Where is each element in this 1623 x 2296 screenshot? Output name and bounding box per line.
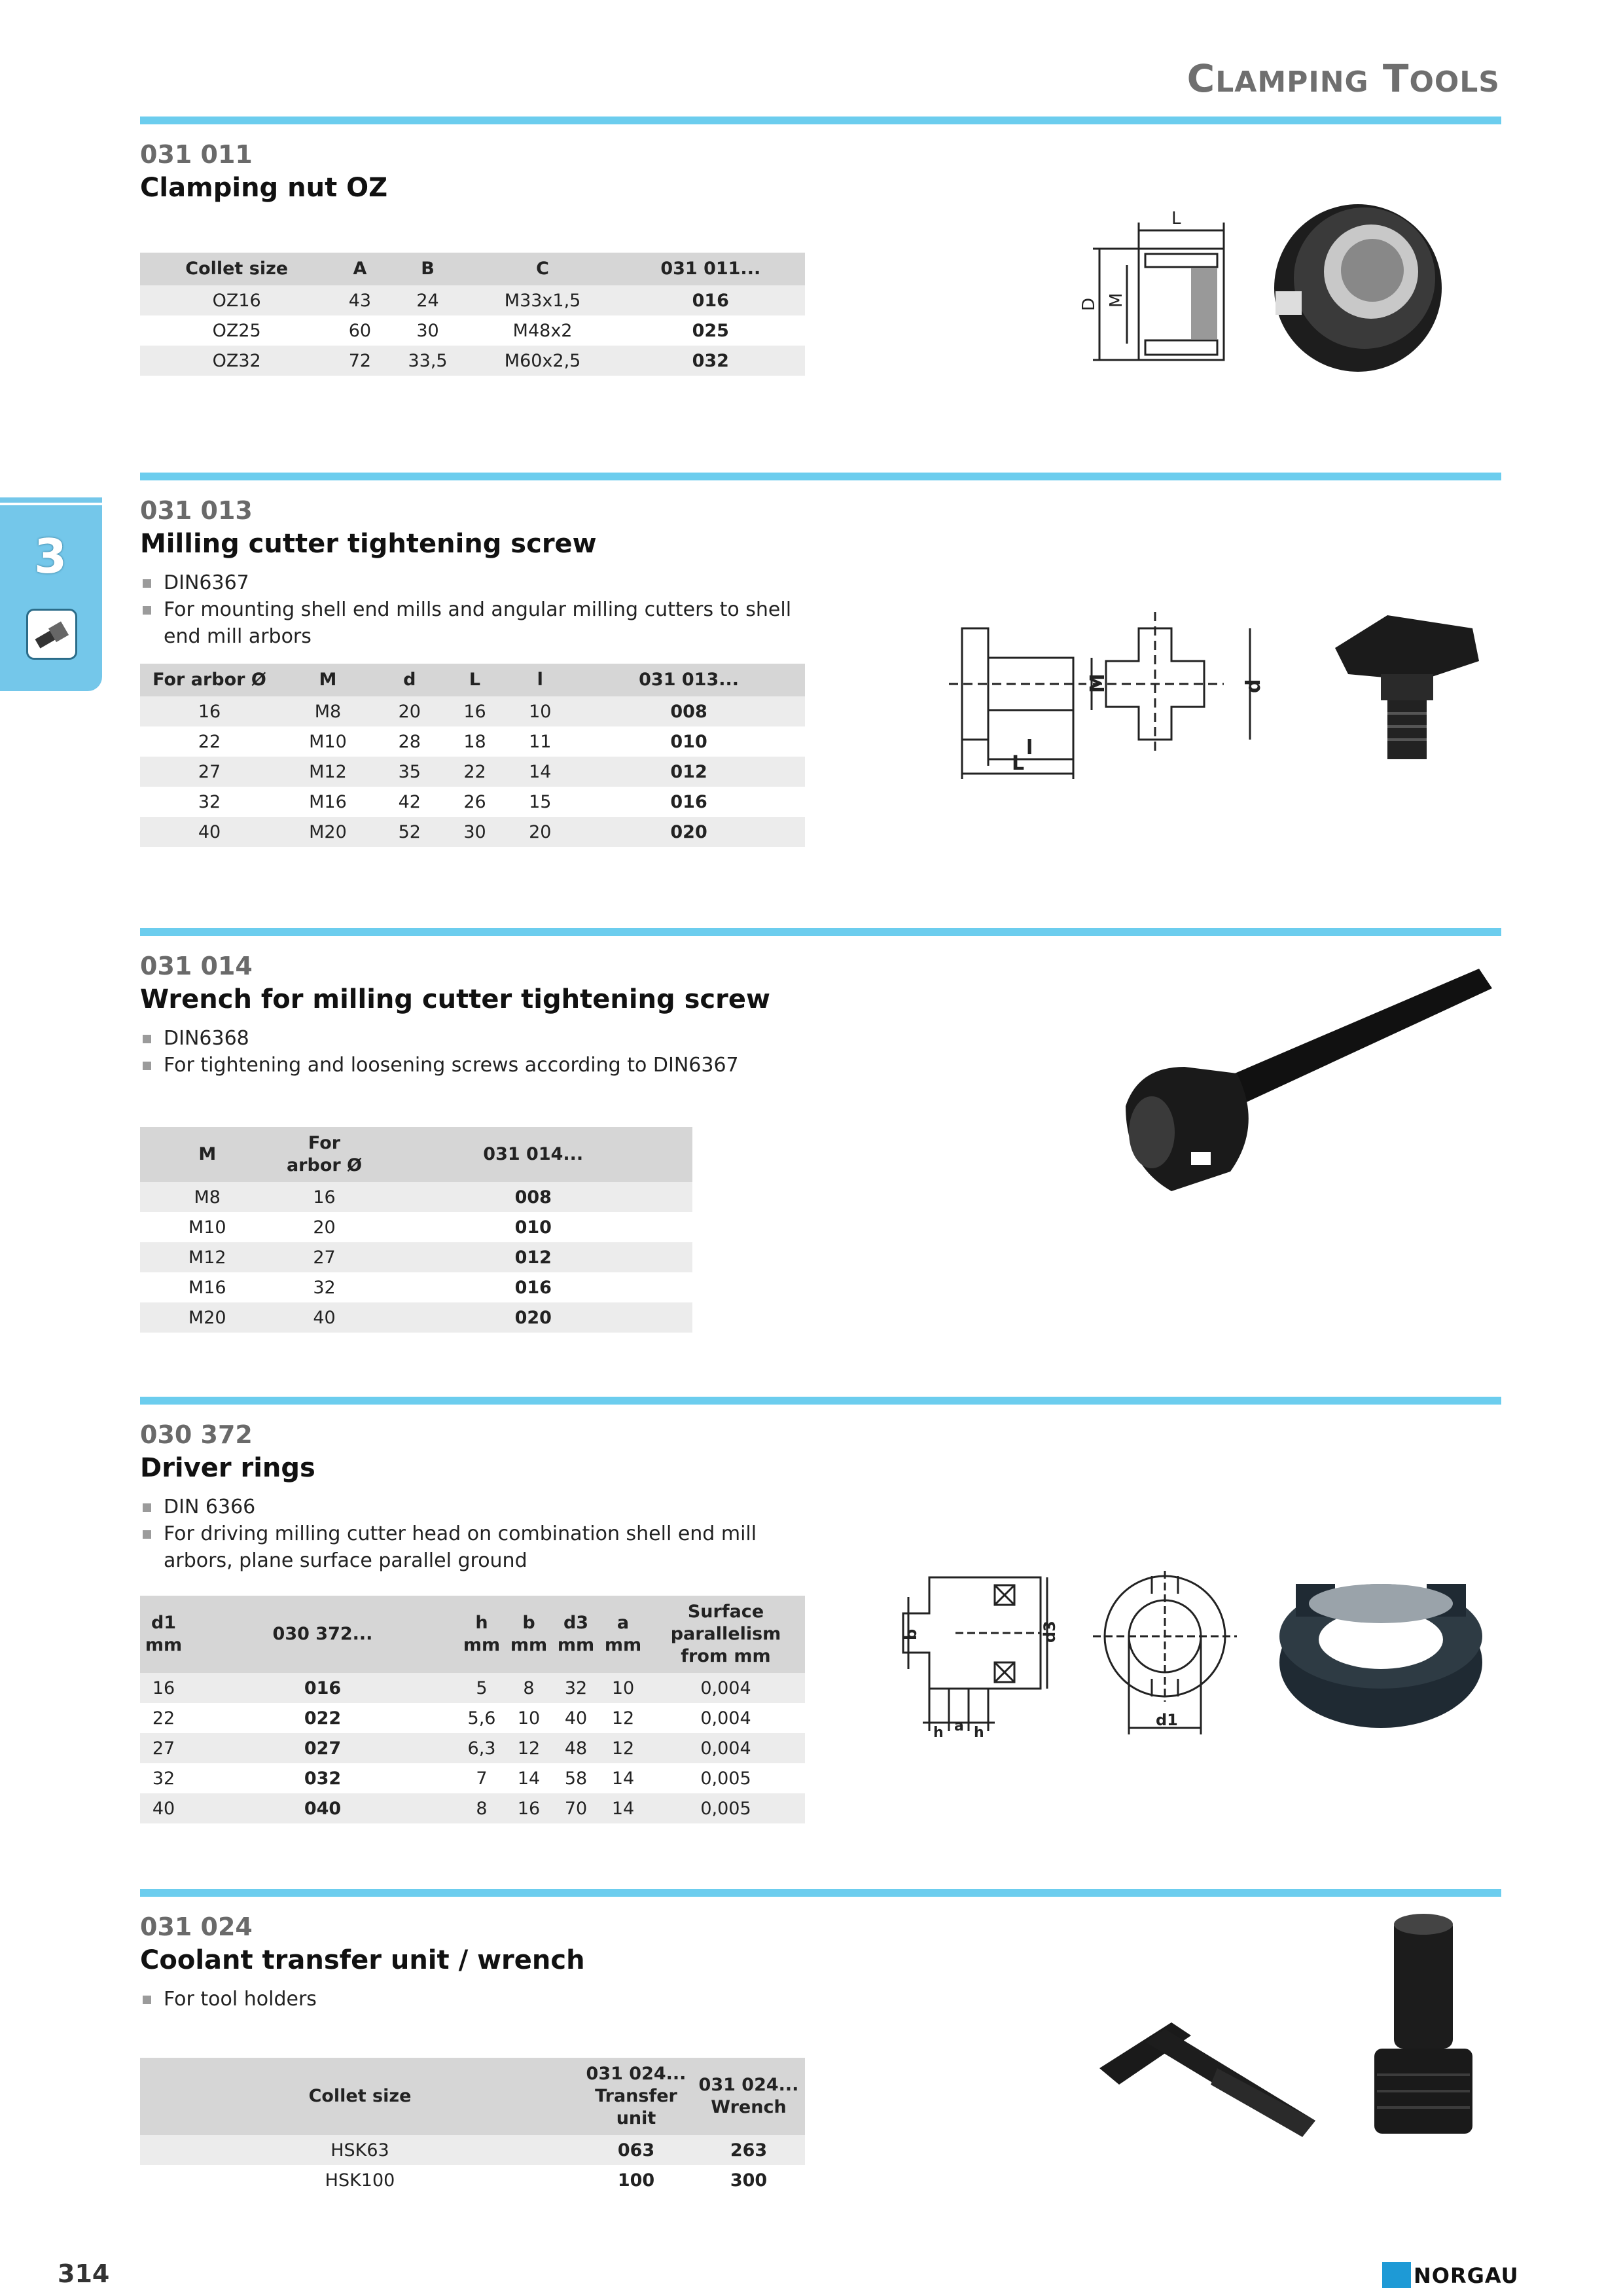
cell: 8 <box>458 1793 505 1823</box>
col-article: 031 014... <box>374 1127 693 1182</box>
col-for-arbor: For arbor Ø <box>275 1127 374 1182</box>
cell: 8 <box>505 1673 552 1703</box>
col-c: C <box>469 253 616 285</box>
feature-item: For tightening and loosening screws according to DIN6367 <box>140 1052 821 1079</box>
feature-item: DIN6368 <box>140 1025 821 1052</box>
cell: M16 <box>188 1277 226 1298</box>
article-cell: 010 <box>670 731 707 752</box>
product-code: 031 014 <box>140 952 253 980</box>
article-cell: 063 <box>580 2135 692 2165</box>
table-row <box>140 696 805 726</box>
cell: 0,004 <box>647 1673 805 1703</box>
table-row <box>140 1212 692 1242</box>
table-row <box>140 2165 805 2195</box>
section-rule-031024 <box>140 1889 1501 1897</box>
product-code: 031 011 <box>140 140 253 169</box>
table-row <box>140 817 805 847</box>
cell: 16 <box>140 696 279 726</box>
coolant-wrench-photo <box>1086 1957 1335 2153</box>
cell: 16 <box>442 696 508 726</box>
cell: 40 <box>140 1793 187 1823</box>
feature-item: For mounting shell end mills and angular milling cutters to shell end mill arbors <box>140 596 821 650</box>
cell: 60 <box>348 320 372 341</box>
product-name: Wrench for milling cutter tightening screw <box>140 984 770 1014</box>
cell: M8 <box>140 1182 275 1212</box>
cell: 0,005 <box>700 1768 751 1789</box>
section-rule-031011 <box>140 117 1501 124</box>
cell: 10 <box>517 1708 541 1729</box>
cell: 14 <box>599 1793 647 1823</box>
cell: 15 <box>529 791 552 812</box>
cell: 5,6 <box>467 1708 496 1729</box>
table-row <box>140 2135 805 2165</box>
product-name: Driver rings <box>140 1453 315 1483</box>
article-cell: 027 <box>187 1733 458 1763</box>
col-collet-size: Collet size <box>140 2058 580 2135</box>
cell: HSK63 <box>140 2135 580 2165</box>
section-rule-030372 <box>140 1397 1501 1405</box>
article-cell: 263 <box>692 2135 805 2165</box>
product-code: 031 013 <box>140 496 253 525</box>
cell: 7 <box>476 1768 488 1789</box>
cell: 32 <box>552 1673 599 1703</box>
cell: 72 <box>333 346 386 376</box>
cell: 14 <box>611 1768 635 1789</box>
chapter-tab-top-bar <box>0 497 102 503</box>
cell: M60x2,5 <box>469 346 616 376</box>
cell: 52 <box>377 817 442 847</box>
col-a: A <box>333 253 386 285</box>
article-cell: 020 <box>573 817 805 847</box>
col-for-arbor: For arbor Ø <box>140 664 279 696</box>
driver-ring-front-drawing <box>1086 1571 1243 1748</box>
table-row <box>140 1793 805 1823</box>
product-table-031024 <box>140 2058 805 2195</box>
col-article: 031 011... <box>616 253 805 285</box>
cell: 6,3 <box>458 1733 505 1763</box>
table-row <box>140 315 805 346</box>
table-header-row <box>140 253 805 285</box>
cell: 40 <box>140 817 279 847</box>
drawing-label-d1: d1 <box>1156 1711 1178 1729</box>
section-rule-031014 <box>140 928 1501 936</box>
cell: 16 <box>275 1182 374 1212</box>
cell: OZ32 <box>140 346 333 376</box>
col-collet-size: Collet size <box>140 253 333 285</box>
feature-list <box>140 1986 821 2013</box>
cell: 10 <box>599 1673 647 1703</box>
cell: HSK100 <box>325 2170 395 2191</box>
drawing-label-l: L <box>1171 209 1181 228</box>
chapter-number: 3 <box>34 529 67 584</box>
cell: 11 <box>529 731 552 752</box>
col-a: a mm <box>599 1596 647 1673</box>
article-cell: 016 <box>616 285 805 315</box>
col-wrench: 031 024... Wrench <box>692 2058 805 2135</box>
feature-list <box>140 1025 821 1079</box>
cell: 20 <box>313 1217 336 1238</box>
cell: M20 <box>279 817 377 847</box>
col-b: B <box>386 253 469 285</box>
tightening-screw-photo <box>1322 602 1486 766</box>
cell: 27 <box>275 1242 374 1272</box>
cell: 43 <box>333 285 386 315</box>
article-cell: 016 <box>670 791 707 812</box>
cell: 22 <box>442 757 508 787</box>
article-cell: 008 <box>573 696 805 726</box>
table-header-row <box>140 664 805 696</box>
table-row <box>140 285 805 315</box>
cell: OZ25 <box>212 320 261 341</box>
col-article: 031 013... <box>573 664 805 696</box>
col-b: b mm <box>505 1596 552 1673</box>
cell: 35 <box>377 757 442 787</box>
article-cell: 300 <box>730 2170 768 2191</box>
cell: 0,005 <box>647 1793 805 1823</box>
clamping-nut-drawing <box>1073 209 1243 373</box>
coolant-transfer-unit-photo <box>1368 1911 1486 2147</box>
cell: 16 <box>505 1793 552 1823</box>
cell: 20 <box>377 696 442 726</box>
drawing-label-l-big: L <box>1012 752 1025 775</box>
feature-list <box>140 1494 821 1574</box>
cell: 27 <box>140 1733 187 1763</box>
article-cell: 040 <box>187 1793 458 1823</box>
table-header-row <box>140 1127 692 1182</box>
product-table-031013 <box>140 664 805 847</box>
cell: M12 <box>140 1242 275 1272</box>
page-number: 314 <box>58 2259 110 2288</box>
drawing-label-d: d <box>1242 679 1265 693</box>
table-row <box>140 1703 805 1733</box>
product-table-030372 <box>140 1596 805 1823</box>
cell: 40 <box>275 1302 374 1333</box>
product-table-031014 <box>140 1127 692 1333</box>
drawing-label-h-right: h <box>974 1725 984 1741</box>
product-name: Clamping nut OZ <box>140 173 388 203</box>
cell: 12 <box>611 1708 635 1729</box>
product-name: Milling cutter tightening screw <box>140 529 597 559</box>
table-row <box>140 1673 805 1703</box>
feature-item: For tool holders <box>140 1986 821 2013</box>
col-l-small: l <box>507 664 573 696</box>
cell: 32 <box>152 1768 175 1789</box>
drawing-label-a: a <box>954 1718 964 1734</box>
drawing-label-l-small: l <box>1026 736 1033 759</box>
table-row <box>140 757 805 787</box>
drawing-label-d: D <box>1079 297 1099 311</box>
col-l-big: L <box>442 664 508 696</box>
article-cell: 025 <box>692 320 729 341</box>
drawing-label-b: b <box>902 1628 920 1640</box>
clamping-tool-icon <box>26 609 77 660</box>
product-code: 031 024 <box>140 1912 253 1941</box>
article-cell: 032 <box>616 346 805 376</box>
cell: 5 <box>458 1673 505 1703</box>
table-row <box>140 1302 692 1333</box>
cell: M16 <box>309 791 347 812</box>
col-m: M <box>140 1127 275 1182</box>
feature-list <box>140 569 821 650</box>
cell: 40 <box>564 1708 588 1729</box>
table-row <box>140 1733 805 1763</box>
cell: 20 <box>507 817 573 847</box>
article-cell: 022 <box>304 1708 342 1729</box>
cell: 0,004 <box>647 1733 805 1763</box>
feature-item: For driving milling cutter head on combination shell end mill arbors, plane surface parallel ground <box>140 1520 821 1574</box>
cell: 32 <box>198 791 221 812</box>
article-cell: 100 <box>617 2170 655 2191</box>
cell: M48x2 <box>512 320 573 341</box>
col-d1: d1 mm <box>140 1596 187 1673</box>
cell: 12 <box>505 1733 552 1763</box>
col-m: M <box>279 664 377 696</box>
cell: 42 <box>398 791 421 812</box>
table-row <box>140 1272 692 1302</box>
cell: OZ16 <box>140 285 333 315</box>
product-name: Coolant transfer unit / wrench <box>140 1945 585 1975</box>
cell: 33,5 <box>386 346 469 376</box>
article-cell: 008 <box>374 1182 693 1212</box>
cell: 58 <box>564 1768 588 1789</box>
article-cell: 010 <box>514 1217 552 1238</box>
cell: M10 <box>309 731 347 752</box>
cell: 12 <box>599 1733 647 1763</box>
cell: 30 <box>442 817 508 847</box>
table-row <box>140 1182 692 1212</box>
table-row <box>140 1763 805 1793</box>
col-d3: d3 mm <box>552 1596 599 1673</box>
col-h: h mm <box>458 1596 505 1673</box>
cell: 27 <box>140 757 279 787</box>
cell: 14 <box>517 1768 541 1789</box>
cell: 18 <box>463 731 486 752</box>
brand-logo-mark <box>1382 2262 1411 2288</box>
wrench-photo <box>1113 956 1499 1198</box>
drawing-label-m: M <box>1107 293 1126 308</box>
col-d: d <box>377 664 442 696</box>
cell: M10 <box>188 1217 226 1238</box>
cell: 24 <box>386 285 469 315</box>
section-rule-031013 <box>140 473 1501 480</box>
article-cell: 020 <box>374 1302 693 1333</box>
cell: 14 <box>507 757 573 787</box>
article-cell: 016 <box>514 1277 552 1298</box>
driver-ring-photo <box>1270 1564 1492 1741</box>
article-cell: 032 <box>304 1768 342 1789</box>
cell: 22 <box>198 731 221 752</box>
cell: 16 <box>140 1673 187 1703</box>
product-code: 030 372 <box>140 1420 253 1449</box>
drawing-label-h: h <box>933 1725 944 1741</box>
col-article: 030 372... <box>187 1596 458 1673</box>
brand-logo-text: NORGAU <box>1414 2263 1519 2288</box>
clamping-nut-photo <box>1266 193 1450 376</box>
page-header-title: CLAMPING TOOLS <box>1186 56 1500 101</box>
col-surface-parallelism: Surface parallelism from mm <box>647 1596 805 1673</box>
feature-item: DIN 6366 <box>140 1494 821 1520</box>
drawing-label-d3: d3 <box>1041 1621 1059 1643</box>
feature-item: DIN6367 <box>140 569 821 596</box>
table-row <box>140 787 805 817</box>
cell: 26 <box>463 791 486 812</box>
cell: M33x1,5 <box>469 285 616 315</box>
cell: 30 <box>416 320 439 341</box>
table-header-row <box>140 1596 805 1673</box>
cell: 32 <box>313 1277 336 1298</box>
cell: 10 <box>507 696 573 726</box>
cell: 48 <box>552 1733 599 1763</box>
cell: 70 <box>552 1793 599 1823</box>
drawing-label-m: M <box>1086 673 1109 693</box>
article-cell: 012 <box>573 757 805 787</box>
cell: M20 <box>140 1302 275 1333</box>
article-cell: 012 <box>374 1242 693 1272</box>
driver-ring-side-drawing <box>897 1571 1059 1748</box>
cell: M12 <box>279 757 377 787</box>
cell: 0,004 <box>700 1708 751 1729</box>
table-row <box>140 726 805 757</box>
cell: M8 <box>279 696 377 726</box>
table-header-row <box>140 2058 805 2135</box>
article-cell: 016 <box>187 1673 458 1703</box>
table-row <box>140 1242 692 1272</box>
tightening-screw-drawing <box>942 602 1270 785</box>
table-row <box>140 346 805 376</box>
cell: 22 <box>152 1708 175 1729</box>
product-table-031011 <box>140 253 805 376</box>
cell: 28 <box>398 731 421 752</box>
col-transfer-unit: 031 024... Transfer unit <box>580 2058 692 2135</box>
